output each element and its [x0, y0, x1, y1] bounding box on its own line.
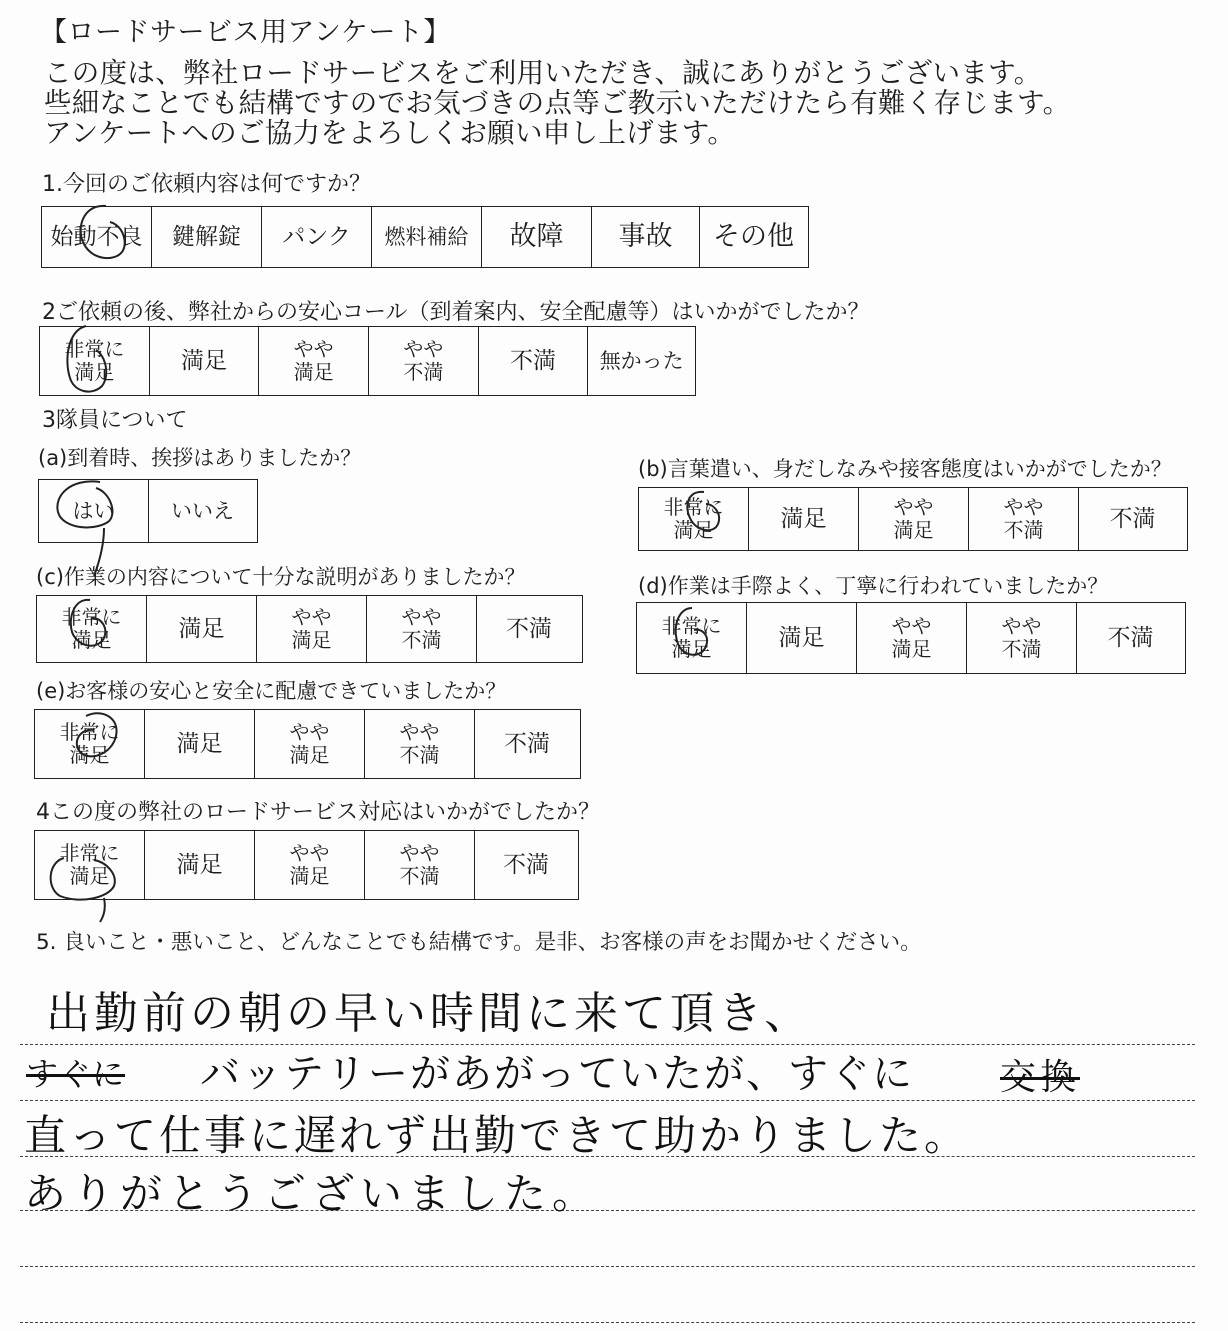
q3e-label: (e)お客様の安心と安全に配慮できていましたか？: [36, 679, 507, 703]
option-label: 燃料補給: [384, 224, 469, 249]
option-label: 不満: [1109, 505, 1156, 532]
q1-option-refuel[interactable]: [372, 207, 482, 267]
q1-options: [41, 206, 809, 268]
q3a-options: [38, 479, 258, 543]
option-label: 満足: [778, 624, 825, 651]
option-label: 故障: [509, 220, 564, 252]
intro-line-3: アンケートへのご協力をよろしくお願い申し上げます。: [44, 117, 736, 149]
option-label-line2: 満足: [71, 628, 112, 652]
q5-label: 5. 良いこと・悪いこと、どんなことでも結構です。是非、お客様の声をお聞かせください。: [36, 930, 922, 955]
option-label-line1: 非常に: [59, 841, 120, 865]
option-label: いいえ: [171, 498, 234, 523]
option-label: 不満: [503, 851, 549, 878]
option-label-line1: やや: [399, 720, 440, 744]
q3a-label: (a)到着時、挨拶はありましたか？: [38, 446, 362, 470]
struck-word-1: すぐに: [26, 1055, 126, 1093]
option-label: その他: [713, 220, 794, 252]
option-label-line2: 満足: [69, 864, 110, 888]
answer-line-1: [20, 1044, 1195, 1045]
option-label: 満足: [176, 851, 223, 878]
option-label-line1: やや: [403, 337, 444, 361]
q1-option-breakdown[interactable]: [482, 207, 592, 267]
q4-option-dissatisfied[interactable]: [475, 831, 577, 899]
option-label: 満足: [176, 730, 223, 757]
option-label-line1: やや: [291, 605, 332, 629]
q3d-option-very-satisfied[interactable]: [637, 603, 747, 673]
q3e-option-very-satisfied[interactable]: [35, 710, 145, 778]
option-label-line1: やや: [293, 337, 334, 361]
option-label: 始動不良: [50, 223, 143, 250]
option-label: パンク: [282, 223, 351, 250]
survey-title: 【ロードサービス用アンケート】: [40, 17, 451, 48]
q2-option-very-satisfied[interactable]: [40, 327, 150, 395]
option-label-line2: 満足: [291, 628, 332, 652]
handwritten-answer-line-1: 出勤前の朝の早い時間に来て頂き、: [46, 988, 813, 1039]
q2-options: [39, 326, 696, 396]
q3b-option-dissatisfied[interactable]: [1079, 488, 1186, 550]
q2-option-none[interactable]: [588, 327, 695, 395]
option-label-line1: 非常に: [64, 337, 125, 361]
option-label-line2: 不満: [399, 864, 440, 888]
option-label-line2: 満足: [893, 518, 934, 542]
option-label-line2: 不満: [401, 628, 442, 652]
q3d-options: [636, 602, 1186, 674]
q4-option-satisfied[interactable]: [145, 831, 255, 899]
q2-option-somewhat-dissatisfied[interactable]: [369, 327, 479, 395]
q3c-option-satisfied[interactable]: [147, 596, 257, 662]
option-label: 不満: [506, 615, 552, 642]
option-label: 満足: [178, 615, 225, 642]
option-label-line1: やや: [1003, 495, 1044, 519]
handwritten-answer-line-2: バッテリーがあがっていたが、すぐに: [200, 1051, 914, 1097]
option-label-line1: 非常に: [59, 720, 120, 744]
q1-option-other[interactable]: [700, 207, 807, 267]
q3c-option-dissatisfied[interactable]: [477, 596, 581, 662]
q3e-option-satisfied[interactable]: [145, 710, 255, 778]
q3d-option-somewhat-satisfied[interactable]: [857, 603, 967, 673]
option-label-line2: 不満: [399, 743, 440, 767]
intro-line-2: 些細なことでも結構ですのでお気づきの点等ご教示いただけたら有難く存じます。: [44, 87, 1071, 119]
q4-options: [34, 830, 579, 900]
q4-option-somewhat-dissatisfied[interactable]: [365, 831, 475, 899]
option-label-line2: 不満: [1003, 518, 1044, 542]
option-label-line1: やや: [399, 841, 440, 865]
q3d-option-somewhat-dissatisfied[interactable]: [967, 603, 1077, 673]
handwritten-answer-line-4: ありがとうございました。: [24, 1169, 601, 1218]
struck-word-2: 交換: [1000, 1057, 1081, 1098]
q4-option-somewhat-satisfied[interactable]: [255, 831, 365, 899]
option-label: 不満: [504, 730, 550, 757]
handwritten-answer-line-3: 直って仕事に遅れず出勤できて助かりました。: [24, 1111, 970, 1160]
option-label-line1: やや: [1001, 614, 1042, 638]
option-label-line2: 満足: [673, 518, 714, 542]
option-label-line2: 満足: [289, 743, 330, 767]
option-label: 満足: [181, 347, 227, 374]
q2-option-satisfied[interactable]: [150, 327, 260, 395]
answer-line-5: [20, 1266, 1195, 1267]
option-label: 満足: [780, 505, 827, 532]
option-label-line2: 不満: [403, 360, 444, 384]
q3c-option-somewhat-dissatisfied[interactable]: [367, 596, 477, 662]
q3b-option-satisfied[interactable]: [749, 488, 859, 550]
q3e-option-somewhat-dissatisfied[interactable]: [365, 710, 475, 778]
option-label-line1: やや: [891, 614, 932, 638]
intro-line-1: この度は、弊社ロードサービスをご利用いただき、誠にありがとうございます。: [44, 57, 1042, 89]
option-label: 事故: [618, 220, 673, 252]
q1-label: 1.今回のご依頼内容は何ですか？: [42, 172, 371, 197]
q2-option-somewhat-satisfied[interactable]: [259, 327, 369, 395]
q3a-option-no[interactable]: [149, 480, 256, 542]
q3e-options: [34, 709, 581, 779]
q3d-label: (d)作業は手際よく、丁寧に行われていましたか？: [638, 574, 1109, 598]
option-label-line2: 満足: [293, 360, 334, 384]
q3b-option-somewhat-dissatisfied[interactable]: [969, 488, 1079, 550]
q3c-option-very-satisfied[interactable]: [37, 596, 147, 662]
q3e-option-dissatisfied[interactable]: [475, 710, 579, 778]
q3b-option-very-satisfied[interactable]: [639, 488, 749, 550]
option-label: 無かった: [599, 348, 684, 373]
answer-line-6: [20, 1322, 1195, 1323]
option-label-line1: 非常に: [663, 495, 724, 519]
option-label-line1: 非常に: [61, 605, 122, 629]
option-label-line1: やや: [289, 720, 330, 744]
option-label: 不満: [1107, 624, 1154, 651]
option-label-line1: 非常に: [661, 614, 722, 638]
q3c-option-somewhat-satisfied[interactable]: [257, 596, 367, 662]
option-label-line1: やや: [401, 605, 442, 629]
option-label: はい: [72, 498, 115, 523]
option-label-line2: 不満: [1001, 637, 1042, 661]
q3e-option-somewhat-satisfied[interactable]: [255, 710, 365, 778]
q1-option-key-unlock[interactable]: [152, 207, 262, 267]
q3b-label: (b)言葉遣い、身だしなみや接客態度はいかがでしたか？: [638, 457, 1172, 481]
option-label-line2: 満足: [69, 743, 110, 767]
q4-option-very-satisfied[interactable]: [35, 831, 145, 899]
q3b-option-somewhat-satisfied[interactable]: [859, 488, 969, 550]
q1-option-flat-tire[interactable]: [262, 207, 372, 267]
q2-option-dissatisfied[interactable]: [479, 327, 589, 395]
q3-label: 3隊員について: [42, 408, 188, 433]
q2-label: 2ご依頼の後、弊社からの安心コール（到着案内、安全配慮等）はいかがでしたか？: [42, 300, 870, 325]
q1-option-start-failure[interactable]: [42, 207, 152, 267]
option-label-line1: やや: [289, 841, 330, 865]
q4-label: 4この度の弊社のロードサービス対応はいかがでしたか？: [36, 800, 600, 825]
q1-option-accident[interactable]: [592, 207, 700, 267]
option-label-line2: 満足: [289, 864, 330, 888]
option-label-line2: 満足: [891, 637, 932, 661]
option-label-line2: 満足: [74, 360, 115, 384]
option-label-line2: 満足: [671, 637, 712, 661]
q3d-option-satisfied[interactable]: [747, 603, 857, 673]
option-label-line1: やや: [893, 495, 934, 519]
q3c-label: (c)作業の内容について十分な説明がありましたか？: [36, 565, 526, 589]
q3d-option-dissatisfied[interactable]: [1077, 603, 1184, 673]
option-label: 不満: [510, 347, 557, 374]
q3a-option-yes[interactable]: [39, 480, 149, 542]
q3b-options: [638, 487, 1188, 551]
q3c-options: [36, 595, 583, 663]
option-label: 鍵解錠: [172, 223, 241, 250]
